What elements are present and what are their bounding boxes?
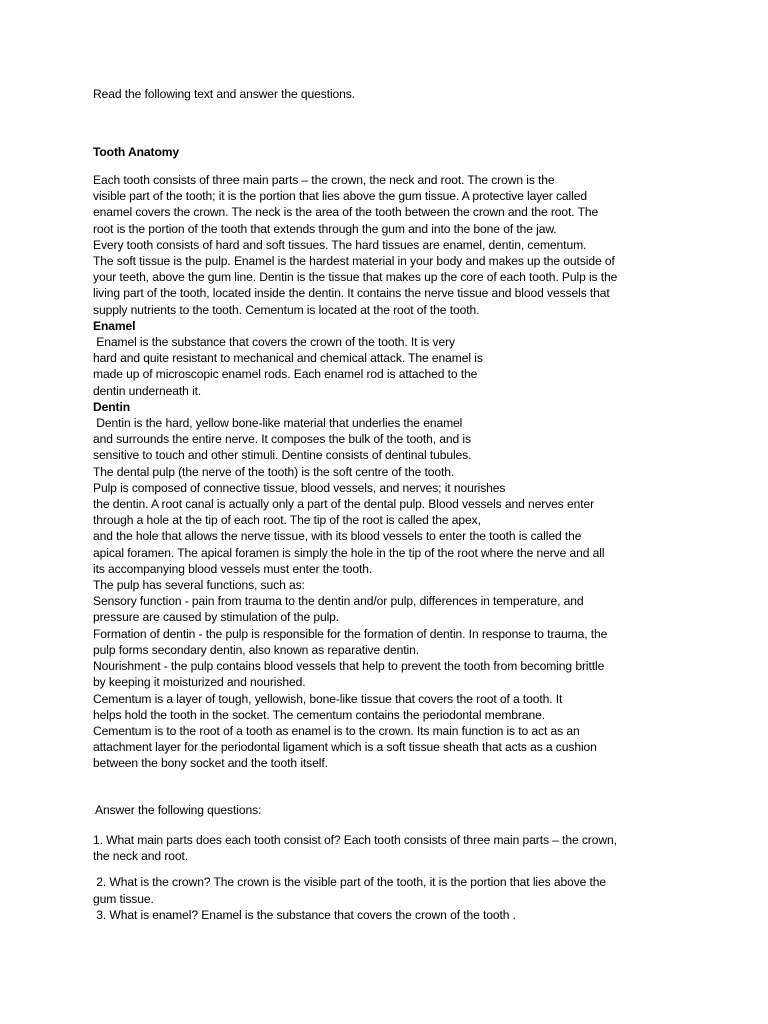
question-line: the neck and root.	[93, 849, 189, 864]
body-line: Cementum is to the root of a tooth as enamel is to the crown. Its main function is to act as an	[93, 723, 580, 738]
body-line: Pulp is composed of connective tissue, blood vessels, and nerves; it nourishes	[93, 480, 506, 495]
body-line: Enamel is the substance that covers the crown of the tooth. It is very	[93, 335, 455, 350]
body-line: Dentin is the hard, yellow bone-like material that underlies the enamel	[93, 416, 463, 431]
question-line: gum tissue.	[93, 891, 154, 906]
question-line: 3. What is enamel? Enamel is the substance that covers the crown of the tooth .	[93, 907, 516, 922]
body-line: Sensory function - pain from trauma to the dentin and/or pulp, differences in temperature, and	[93, 594, 584, 609]
body-line: supply nutrients to the tooth. Cementum is located at the root of the tooth.	[93, 302, 480, 317]
body-line: attachment layer for the periodontal ligament which is a soft tissue sheath that acts as a cushion	[93, 740, 597, 755]
body-line: pulp forms secondary dentin, also known as reparative dentin.	[93, 642, 419, 657]
body-line: by keeping it moisturized and nourished.	[93, 675, 306, 690]
body-line: dentin underneath it.	[93, 383, 202, 398]
body-line: Nourishment - the pulp contains blood vessels that help to prevent the tooth from becoming brittle	[93, 659, 605, 674]
body-line: Formation of dentin - the pulp is responsible for the formation of dentin. In response to trauma, the	[93, 626, 608, 641]
body-text	[93, 172, 617, 772]
body-line: sensitive to touch and other stimuli. Dentine consists of dentinal tubules.	[93, 448, 472, 463]
body-line: helps hold the tooth in the socket. The cementum contains the periodontal membrane.	[93, 707, 545, 722]
question-line: 1. What main parts does each tooth consist of? Each tooth consists of three main parts – the crown,	[93, 833, 617, 847]
body-line: Each tooth consists of three main parts – the crown, the neck and root. The crown is the	[93, 173, 555, 187]
body-line: hard and quite resistant to mechanical and chemical attack. The enamel is	[93, 351, 483, 366]
body-line: Cementum is a layer of tough, yellowish, bone-like tissue that covers the root of a tooth. It	[93, 691, 563, 706]
body-line: apical foramen. The apical foramen is simply the hole in the tip of the root where the nerve and all	[93, 545, 605, 560]
question-line: 2. What is the crown? The crown is the visible part of the tooth, it is the portion that lies above the	[93, 875, 607, 890]
body-line: The pulp has several functions, such as:	[93, 578, 305, 593]
body-line: visible part of the tooth; it is the portion that lies above the gum tissue. A protective layer called	[93, 189, 587, 204]
body-line: made up of microscopic enamel rods. Each enamel rod is attached to the	[93, 367, 478, 382]
body-line: and surrounds the entire nerve. It composes the bulk of the tooth, and is	[93, 432, 471, 447]
body-line: The dental pulp (the nerve of the tooth) is the soft centre of the tooth.	[93, 464, 455, 479]
body-line: your teeth, above the gum line. Dentin is the tissue that makes up the core of each tooth. Pulp is the	[93, 270, 618, 285]
body-line: The soft tissue is the pulp. Enamel is the hardest material in your body and makes up the outside of	[93, 254, 615, 269]
question-list	[93, 832, 617, 923]
body-line: living part of the tooth, located inside the dentin. It contains the nerve tissue and blood vessels that	[93, 286, 610, 301]
body-line: the dentin. A root canal is actually only a part of the dental pulp. Blood vessels and nerves enter	[93, 497, 595, 512]
body-line: between the bony socket and the tooth itself.	[93, 756, 328, 771]
question-item	[93, 907, 617, 923]
body-line: and the hole that allows the nerve tissue, with its blood vessels to enter the tooth is called the	[93, 529, 582, 544]
body-line: enamel covers the crown. The neck is the area of the tooth between the crown and the root. The	[93, 205, 599, 220]
section-heading: Enamel	[93, 318, 136, 333]
document-title: Tooth Anatomy	[93, 145, 180, 159]
question-item	[93, 874, 617, 906]
section-heading: Dentin	[93, 399, 131, 414]
question-item	[93, 832, 617, 864]
body-line: through a hole at the tip of each root. The tip of the root is called the apex,	[93, 513, 481, 528]
body-line: root is the portion of the tooth that extends through the gum and into the bone of the jaw.	[93, 221, 557, 236]
instruction-text: Read the following text and answer the questions.	[93, 87, 356, 101]
body-line: its accompanying blood vessels must enter the tooth.	[93, 561, 373, 576]
answer-heading: Answer the following questions:	[95, 803, 262, 817]
body-line: Every tooth consists of hard and soft tissues. The hard tissues are enamel, dentin, cementum.	[93, 237, 587, 252]
body-line: pressure are caused by stimulation of the pulp.	[93, 610, 340, 625]
